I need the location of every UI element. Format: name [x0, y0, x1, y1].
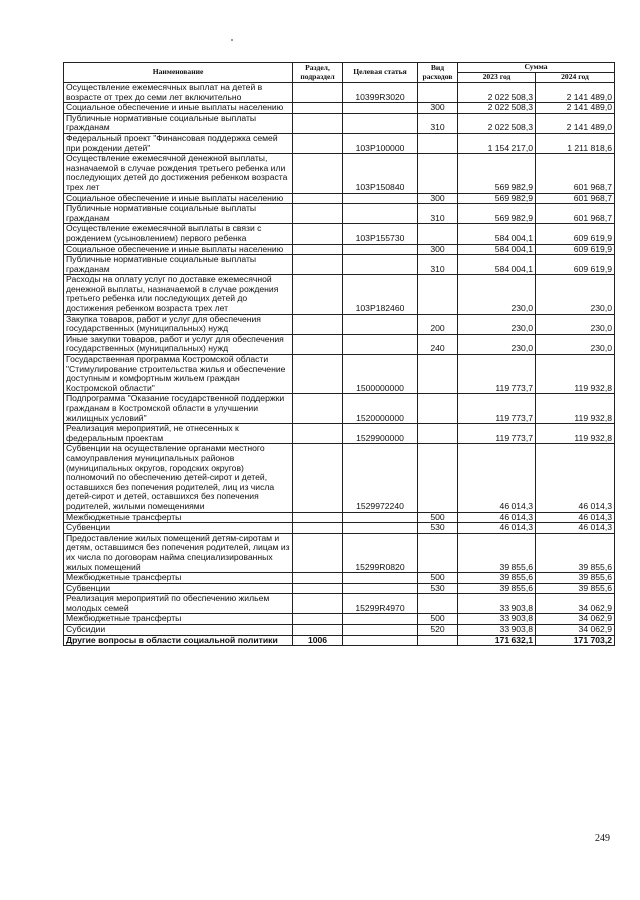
cell-sum-2024: 119 932,8: [536, 355, 615, 394]
cell-sum-2023: 171 632,1: [458, 635, 536, 646]
table-row: [64, 583, 615, 594]
cell-sum-2024: 171 703,2: [536, 635, 615, 646]
cell-section: 1006: [293, 635, 343, 646]
cell-name: Другие вопросы в области социальной политики: [64, 635, 293, 646]
cell-section: [293, 193, 343, 204]
cell-expense-type: [418, 355, 458, 394]
cell-sum-2023: 39 855,6: [458, 573, 536, 584]
cell-expense-type: [418, 224, 458, 244]
cell-sum-2023: 584 004,1: [458, 224, 536, 244]
cell-expense-type: 300: [418, 244, 458, 255]
cell-expense-type: 240: [418, 334, 458, 354]
cell-sum-2024: 46 014,3: [536, 523, 615, 534]
table-row: [64, 193, 615, 204]
cell-expense-type: [418, 594, 458, 614]
cell-target: 15299R0820: [343, 533, 418, 572]
table-row: [64, 394, 615, 424]
table-row: [64, 113, 615, 133]
cell-expense-type: [418, 533, 458, 572]
cell-section: [293, 113, 343, 133]
cell-name: Социальное обеспечение и иные выплаты населению: [64, 103, 293, 114]
cell-name: Социальное обеспечение и иные выплаты населению: [64, 193, 293, 204]
cell-sum-2024: 609 619,9: [536, 255, 615, 275]
table-body: [64, 83, 615, 646]
cell-sum-2023: 39 855,6: [458, 583, 536, 594]
table-row: [64, 614, 615, 625]
cell-target: [343, 255, 418, 275]
cell-sum-2023: 569 982,9: [458, 193, 536, 204]
cell-sum-2023: 46 014,3: [458, 444, 536, 512]
table-row: [64, 625, 615, 636]
table-row: [64, 533, 615, 572]
cell-section: [293, 355, 343, 394]
table-row: [64, 523, 615, 534]
cell-target: 103P155730: [343, 224, 418, 244]
cell-target: 1520000000: [343, 394, 418, 424]
cell-name: Субвенции на осуществление органами местного самоуправления муниципальных районов (муниципальных округов, городских округов) полномочий по обеспечению детей-сирот и детей, оставшихся без попечения родителей, лиц из числа детей-сирот и детей, оставшихся без попечения родителей, жилыми помещениями: [64, 444, 293, 512]
table-row: [64, 334, 615, 354]
header-sum: Сумма: [458, 63, 615, 73]
table-row: [64, 244, 615, 255]
cell-sum-2024: 34 062,9: [536, 614, 615, 625]
cell-expense-type: [418, 424, 458, 444]
cell-name: Федеральный проект "Финансовая поддержка семей при рождении детей": [64, 133, 293, 153]
table-row: [64, 83, 615, 103]
header-year-2023: 2023 год: [458, 73, 536, 83]
cell-name: Подпрограмма "Оказание государственной поддержки гражданам в Костромской области в улучшении жилищных условий": [64, 394, 293, 424]
cell-expense-type: 310: [418, 204, 458, 224]
table-row: [64, 103, 615, 114]
cell-section: [293, 573, 343, 584]
cell-sum-2024: 39 855,6: [536, 583, 615, 594]
cell-sum-2024: 601 968,7: [536, 154, 615, 193]
table-row: [64, 154, 615, 193]
cell-sum-2023: 584 004,1: [458, 255, 536, 275]
cell-target: [343, 334, 418, 354]
table-row: [64, 573, 615, 584]
cell-target: [343, 113, 418, 133]
cell-section: [293, 625, 343, 636]
cell-sum-2024: 39 855,6: [536, 533, 615, 572]
table-row: [64, 355, 615, 394]
cell-sum-2023: 33 903,8: [458, 614, 536, 625]
cell-target: [343, 614, 418, 625]
cell-sum-2023: 39 855,6: [458, 533, 536, 572]
cell-sum-2024: 34 062,9: [536, 625, 615, 636]
cell-sum-2024: 230,0: [536, 334, 615, 354]
cell-expense-type: 310: [418, 255, 458, 275]
cell-sum-2023: 584 004,1: [458, 244, 536, 255]
cell-section: [293, 424, 343, 444]
cell-sum-2023: 1 154 217,0: [458, 133, 536, 153]
cell-sum-2024: 119 932,8: [536, 424, 615, 444]
cell-sum-2023: 230,0: [458, 275, 536, 314]
table-row: [64, 314, 615, 334]
cell-sum-2023: 569 982,9: [458, 154, 536, 193]
cell-section: [293, 275, 343, 314]
cell-name: Реализация мероприятий, не отнесенных к федеральным проектам: [64, 424, 293, 444]
cell-sum-2024: 609 619,9: [536, 224, 615, 244]
cell-name: Публичные нормативные социальные выплаты гражданам: [64, 204, 293, 224]
cell-sum-2024: 39 855,6: [536, 573, 615, 584]
cell-sum-2024: 34 062,9: [536, 594, 615, 614]
cell-section: [293, 154, 343, 193]
header-target: Целевая статья: [343, 63, 418, 83]
cell-name: Межбюджетные трансферты: [64, 512, 293, 523]
cell-name: Субвенции: [64, 583, 293, 594]
cell-sum-2024: 230,0: [536, 314, 615, 334]
cell-sum-2023: 230,0: [458, 314, 536, 334]
header-name: Наименование: [64, 63, 293, 83]
cell-name: Социальное обеспечение и иные выплаты населению: [64, 244, 293, 255]
cell-target: [343, 204, 418, 224]
cell-sum-2024: 230,0: [536, 275, 615, 314]
cell-sum-2023: 33 903,8: [458, 594, 536, 614]
cell-target: [343, 193, 418, 204]
cell-name: Расходы на оплату услуг по доставке ежемесячной денежной выплаты, назначаемой в случае рождения третьего ребенка или последующих детей до достижения ребенком возраста трех лет: [64, 275, 293, 314]
cell-target: [343, 512, 418, 523]
cell-expense-type: 500: [418, 573, 458, 584]
cell-expense-type: [418, 83, 458, 103]
table-row: [64, 224, 615, 244]
table-row: [64, 204, 615, 224]
cell-target: 15299R4970: [343, 594, 418, 614]
cell-section: [293, 133, 343, 153]
cell-target: [343, 314, 418, 334]
table-row: [64, 275, 615, 314]
cell-name: Публичные нормативные социальные выплаты гражданам: [64, 255, 293, 275]
cell-sum-2023: 230,0: [458, 334, 536, 354]
cell-target: [343, 523, 418, 534]
table-header: [64, 63, 615, 83]
cell-section: [293, 594, 343, 614]
page-number: 249: [595, 833, 610, 844]
header-year-2024: 2024 год: [536, 73, 615, 83]
cell-target: 1529900000: [343, 424, 418, 444]
cell-sum-2024: 46 014,3: [536, 512, 615, 523]
cell-expense-type: 300: [418, 103, 458, 114]
cell-sum-2024: 2 141 489,0: [536, 103, 615, 114]
header-section: Раздел, подраздел: [293, 63, 343, 83]
cell-expense-type: 530: [418, 523, 458, 534]
table-row: [64, 594, 615, 614]
cell-sum-2024: 1 211 818,6: [536, 133, 615, 153]
cell-sum-2024: 119 932,8: [536, 394, 615, 424]
table-row: [64, 512, 615, 523]
cell-name: Предоставление жилых помещений детям-сиротам и детям, оставшимся без попечения родителей, лицам из их числа по договорам найма специализированных жилых помещений: [64, 533, 293, 572]
cell-target: [343, 244, 418, 255]
cell-name: Закупка товаров, работ и услуг для обеспечения государственных (муниципальных) нужд: [64, 314, 293, 334]
cell-name: Государственная программа Костромской области "Стимулирование строительства жилья и обеспечение доступным и комфортным жильем граждан Костромской области": [64, 355, 293, 394]
cell-expense-type: [418, 635, 458, 646]
cell-sum-2024: 2 141 489,0: [536, 83, 615, 103]
cell-section: [293, 314, 343, 334]
cell-expense-type: 500: [418, 512, 458, 523]
cell-sum-2024: 609 619,9: [536, 244, 615, 255]
cell-name: Осуществление ежемесячной денежной выплаты, назначаемой в случае рождения третьего ребенка или последующих детей до достижения ребенком возраста трех лет: [64, 154, 293, 193]
cell-sum-2023: 2 022 508,3: [458, 113, 536, 133]
cell-target: [343, 583, 418, 594]
cell-expense-type: 310: [418, 113, 458, 133]
cell-section: [293, 103, 343, 114]
cell-section: [293, 583, 343, 594]
cell-expense-type: 200: [418, 314, 458, 334]
cell-sum-2024: 2 141 489,0: [536, 113, 615, 133]
cell-expense-type: [418, 154, 458, 193]
cell-name: Реализация мероприятий по обеспечению жильем молодых семей: [64, 594, 293, 614]
cell-sum-2023: 569 982,9: [458, 204, 536, 224]
table-row: [64, 133, 615, 153]
cell-name: Публичные нормативные социальные выплаты гражданам: [64, 113, 293, 133]
cell-expense-type: 500: [418, 614, 458, 625]
cell-target: [343, 573, 418, 584]
cell-target: [343, 103, 418, 114]
cell-section: [293, 512, 343, 523]
scan-speck: [231, 39, 233, 41]
cell-section: [293, 255, 343, 275]
table-row: [64, 635, 615, 646]
cell-section: [293, 334, 343, 354]
table-row: [64, 444, 615, 512]
cell-expense-type: 300: [418, 193, 458, 204]
cell-sum-2023: 46 014,3: [458, 523, 536, 534]
header-expense-type: Вид расходов: [418, 63, 458, 83]
cell-sum-2024: 46 014,3: [536, 444, 615, 512]
cell-section: [293, 224, 343, 244]
cell-expense-type: 520: [418, 625, 458, 636]
cell-target: 10399R3020: [343, 83, 418, 103]
cell-section: [293, 394, 343, 424]
cell-expense-type: [418, 133, 458, 153]
cell-expense-type: 530: [418, 583, 458, 594]
cell-expense-type: [418, 444, 458, 512]
budget-table: [63, 62, 615, 646]
cell-sum-2024: 601 968,7: [536, 193, 615, 204]
cell-target: 103P100000: [343, 133, 418, 153]
cell-name: Межбюджетные трансферты: [64, 573, 293, 584]
cell-name: Осуществление ежемесячных выплат на детей в возрасте от трех до семи лет включительно: [64, 83, 293, 103]
cell-expense-type: [418, 275, 458, 314]
cell-sum-2023: 2 022 508,3: [458, 83, 536, 103]
cell-section: [293, 444, 343, 512]
cell-expense-type: [418, 394, 458, 424]
cell-target: 103P182460: [343, 275, 418, 314]
cell-sum-2023: 33 903,8: [458, 625, 536, 636]
cell-target: [343, 635, 418, 646]
cell-sum-2023: 119 773,7: [458, 355, 536, 394]
cell-name: Иные закупки товаров, работ и услуг для обеспечения государственных (муниципальных) нужд: [64, 334, 293, 354]
cell-sum-2024: 601 968,7: [536, 204, 615, 224]
cell-name: Субвенции: [64, 523, 293, 534]
cell-section: [293, 533, 343, 572]
cell-target: 1500000000: [343, 355, 418, 394]
cell-target: [343, 625, 418, 636]
table-row: [64, 424, 615, 444]
cell-sum-2023: 2 022 508,3: [458, 103, 536, 114]
cell-name: Осуществление ежемесячной выплаты в связи с рождением (усыновлением) первого ребенка: [64, 224, 293, 244]
cell-target: 103P150840: [343, 154, 418, 193]
cell-sum-2023: 119 773,7: [458, 424, 536, 444]
cell-name: Межбюджетные трансферты: [64, 614, 293, 625]
cell-section: [293, 244, 343, 255]
cell-section: [293, 614, 343, 625]
cell-target: 1529972240: [343, 444, 418, 512]
table-row: [64, 255, 615, 275]
cell-sum-2023: 119 773,7: [458, 394, 536, 424]
cell-name: Субсидии: [64, 625, 293, 636]
cell-section: [293, 83, 343, 103]
cell-sum-2023: 46 014,3: [458, 512, 536, 523]
cell-section: [293, 523, 343, 534]
cell-section: [293, 204, 343, 224]
